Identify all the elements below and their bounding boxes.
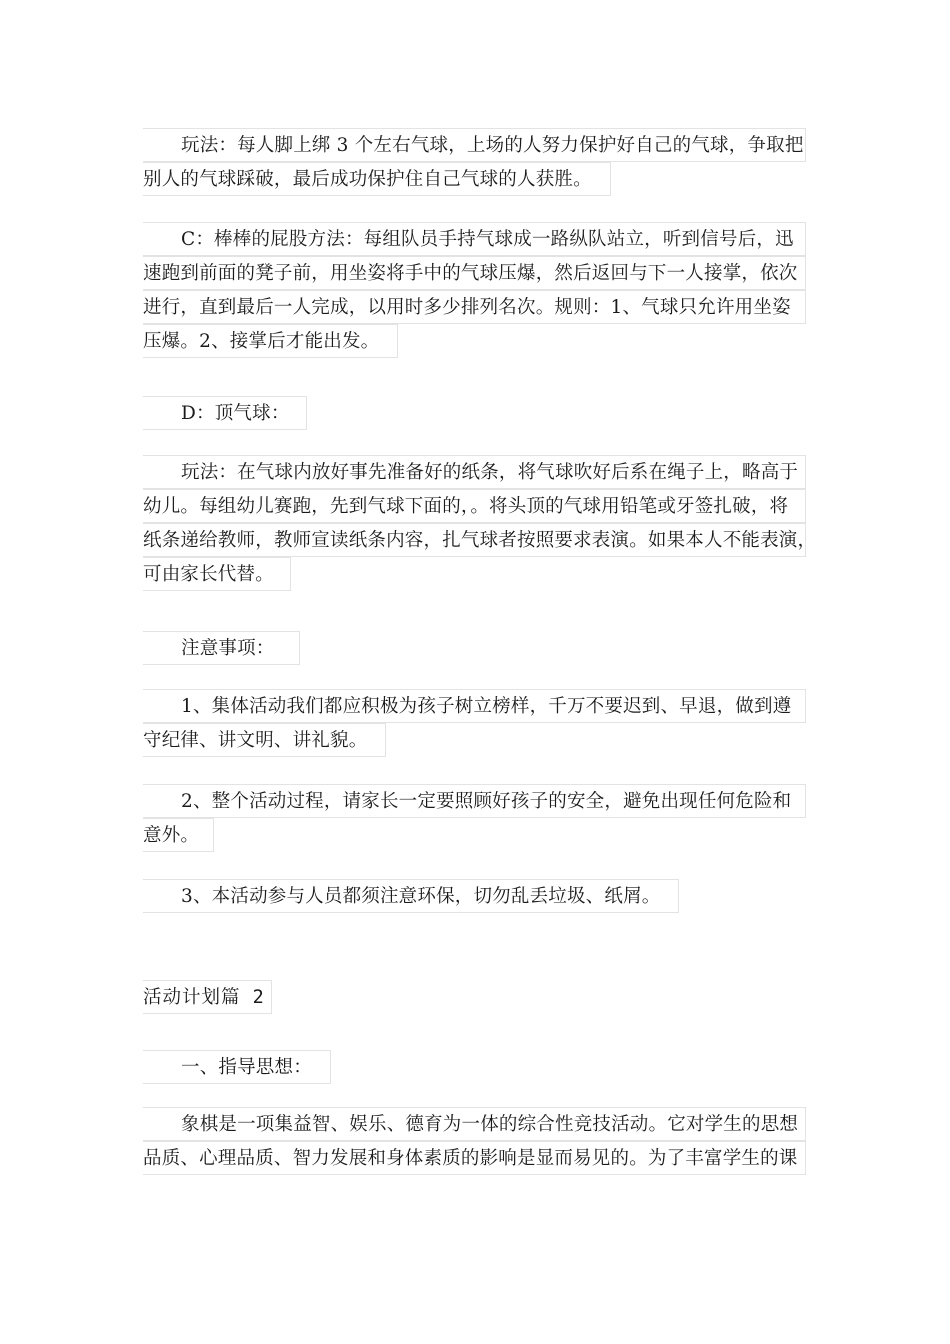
text-line: 注意事项： [143, 631, 300, 665]
text-line: 3、本活动参与人员都须注意环保，切勿乱丢垃圾、纸屑。 [143, 879, 679, 913]
text-line: 象棋是一项集益智、娱乐、德育为一体的综合性竞技活动。它对学生的思想 [143, 1107, 806, 1141]
text-line: 幼儿。每组幼儿赛跑，先到气球下面的，。将头顶的气球用铅笔或牙签扎破，将 [143, 489, 806, 523]
text-line: 玩法：在气球内放好事先准备好的纸条，将气球吹好后系在绳子上，略高于 [143, 455, 806, 489]
paragraph-guiding-heading [143, 1050, 331, 1084]
text-line: 可由家长代替。 [143, 557, 291, 591]
text-line: 一、指导思想： [143, 1050, 331, 1084]
paragraph-game-d-rules [143, 455, 817, 591]
paragraph-note-1 [143, 689, 806, 757]
text-line: 别人的气球踩破，最后成功保护住自己气球的人获胜。 [143, 162, 611, 196]
paragraph-note-2 [143, 784, 806, 852]
paragraph-game-c [143, 222, 806, 358]
text-line: 品质、心理品质、智力发展和身体素质的影响是显而易见的。为了丰富学生的课 [143, 1141, 806, 1175]
text-line: 玩法：每人脚上绑 3 个左右气球，上场的人努力保护好自己的气球，争取把 [143, 128, 806, 162]
paragraph-chess-intro [143, 1107, 806, 1175]
text-line: 2、整个活动过程，请家长一定要照顾好孩子的安全，避免出现任何危险和 [143, 784, 806, 818]
text-line: 速跑到前面的凳子前，用坐姿将手中的气球压爆，然后返回与下一人接掌，依次 [143, 256, 806, 290]
text-line: 压爆。2、接掌后才能出发。 [143, 324, 398, 358]
paragraph-balloon-stomp [143, 128, 806, 196]
text-line: 进行，直到最后一人完成，以用时多少排列名次。规则：1、气球只允许用坐姿 [143, 290, 806, 324]
section-title: 活动计划篇 2 [143, 980, 272, 1014]
paragraph-game-d-heading [143, 396, 307, 430]
text-line: C：棒棒的屁股方法：每组队员手持气球成一路纵队站立，听到信号后，迅 [143, 222, 806, 256]
text-line: 纸条递给教师，教师宣读纸条内容，扎气球者按照要求表演。如果本人不能表演， [143, 523, 806, 557]
text-line: 1、集体活动我们都应积极为孩子树立榜样，千万不要迟到、早退，做到遵 [143, 689, 806, 723]
text-line: D：顶气球： [143, 396, 307, 430]
text-line: 意外。 [143, 818, 214, 852]
paragraph-notes-heading [143, 631, 300, 665]
text-line: 守纪律、讲文明、讲礼貌。 [143, 723, 386, 757]
paragraph-note-3 [143, 879, 679, 913]
